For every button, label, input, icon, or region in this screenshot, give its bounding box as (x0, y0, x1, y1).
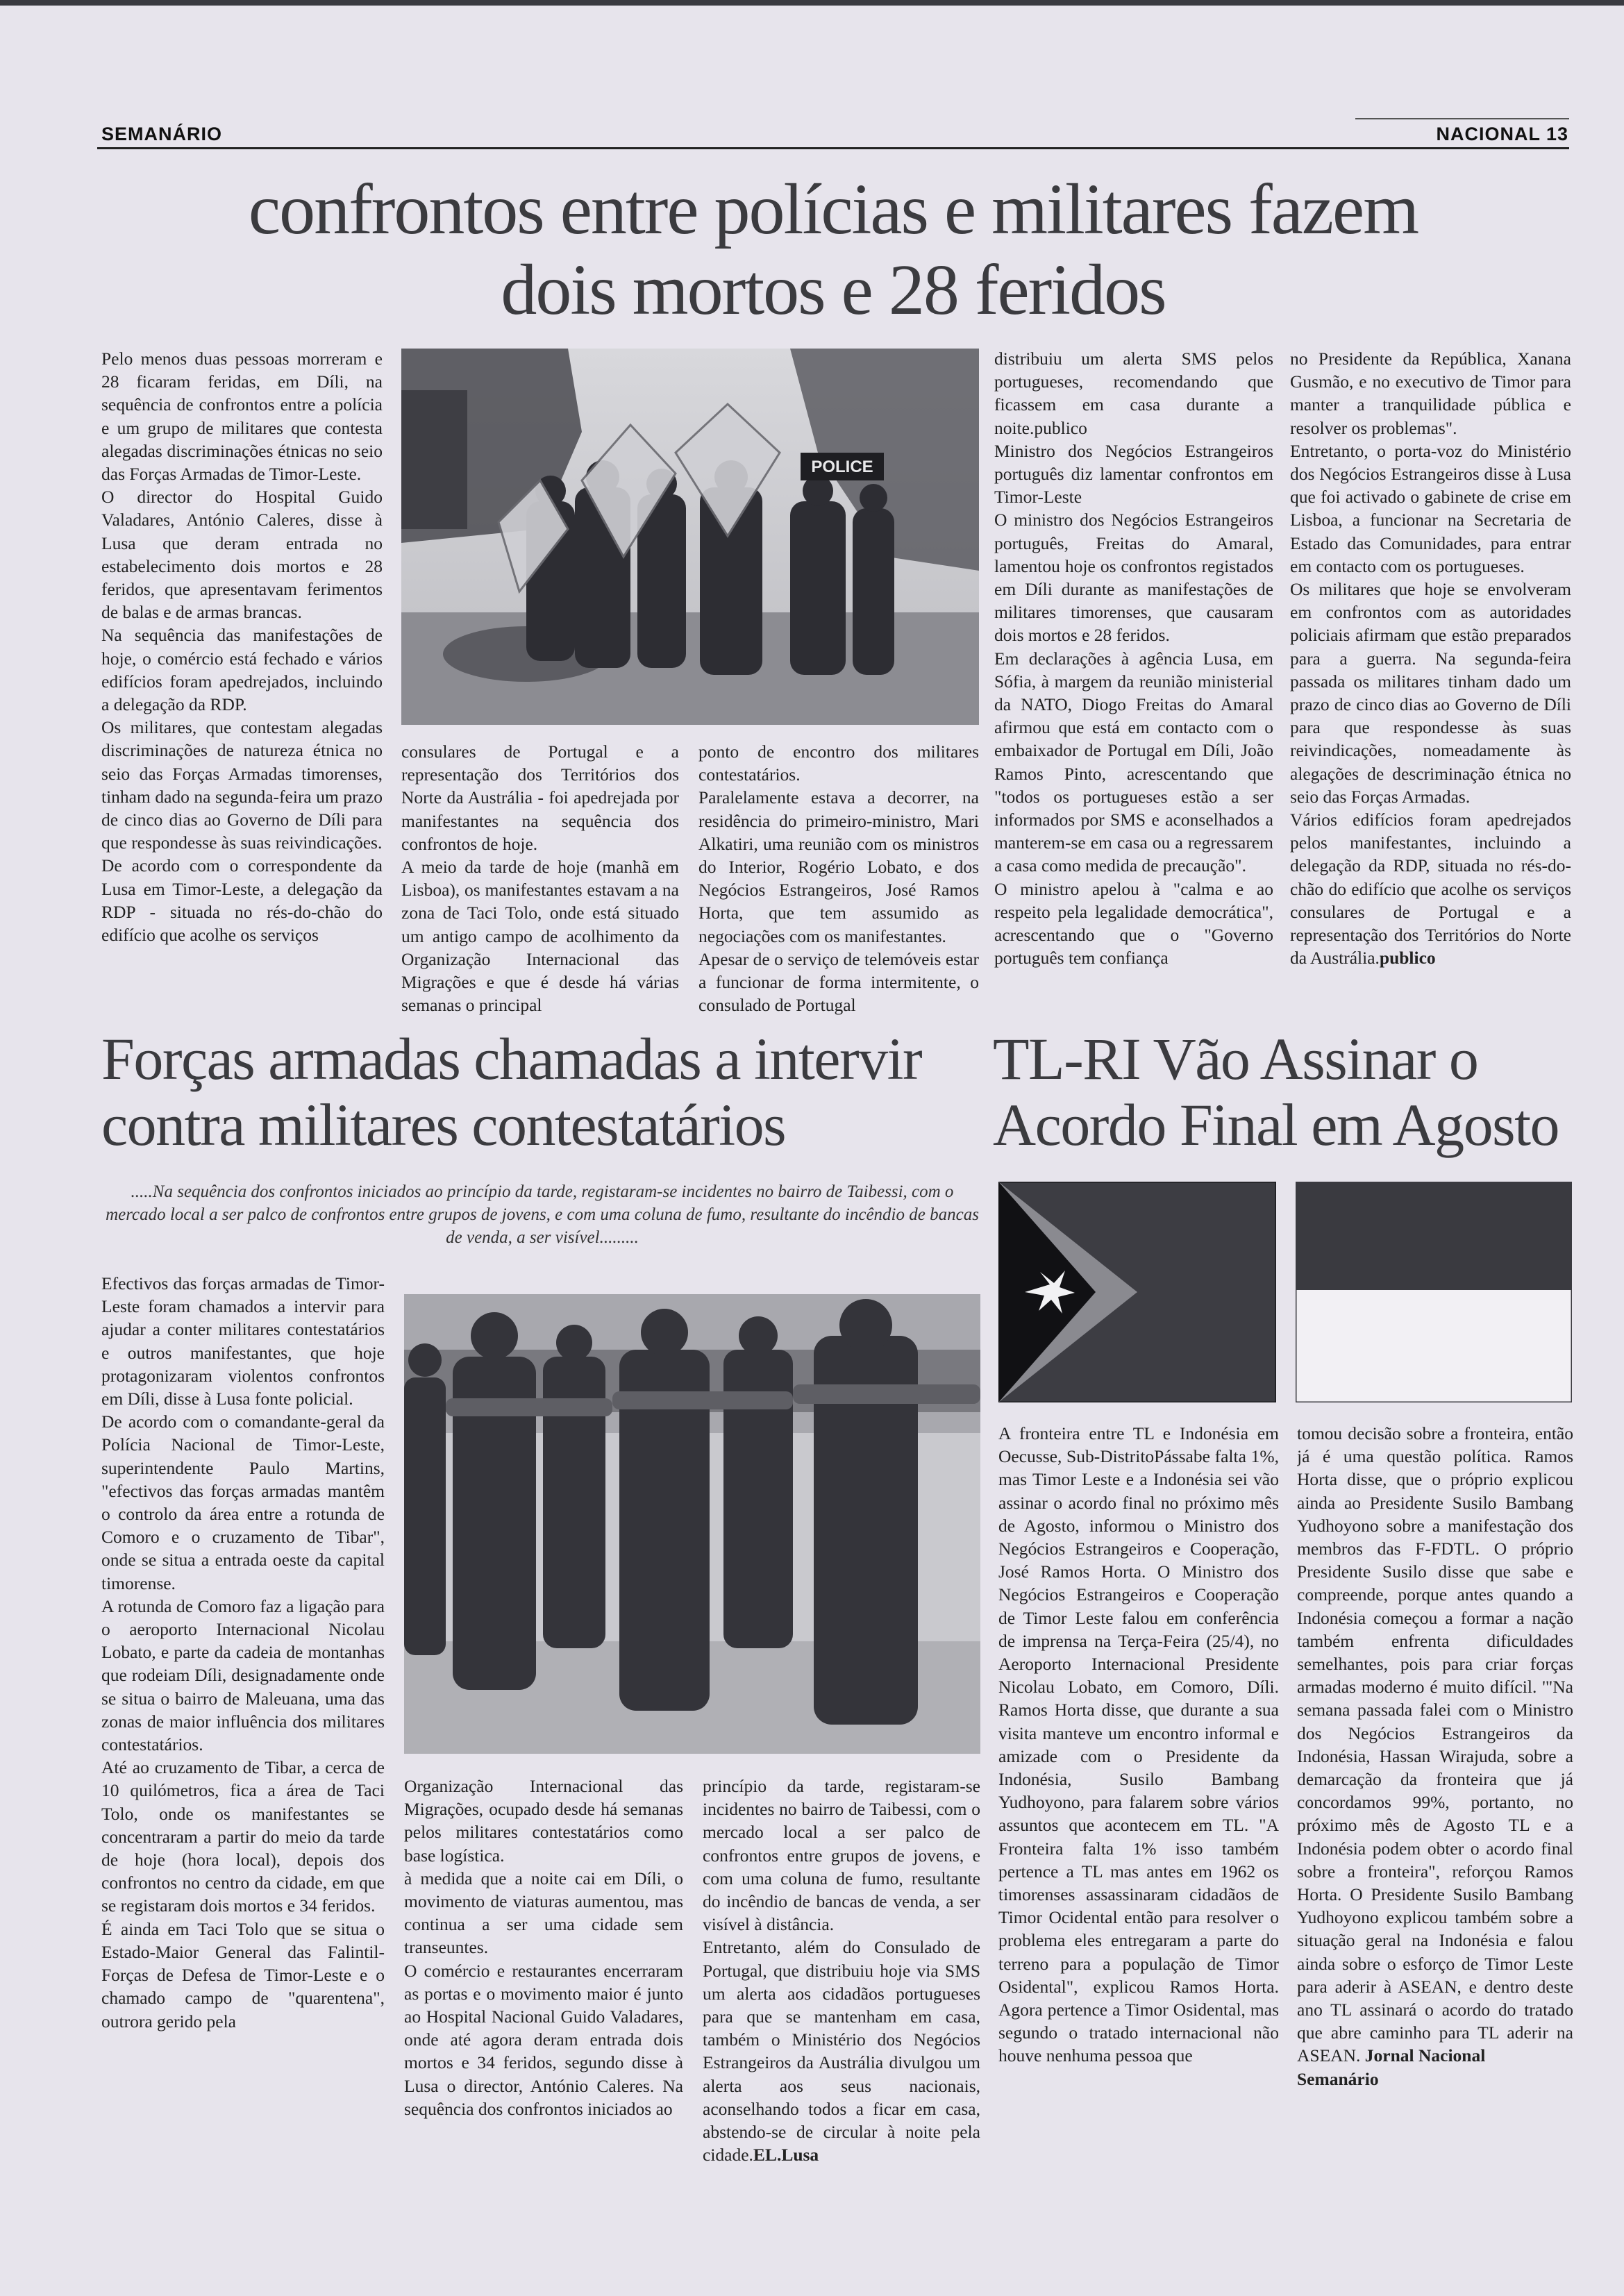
article3-column-2-text: tomou decisão sobre a fronteira, então já é uma questão política. Ramos Horta disse, que o próprio explicou ainda ao Presidente Susilo Bambang Yudhoyono sobre a manifestação dos membros das F-FDTL. O próprio Presidente Susilo disse que sabe e compreende, porque antes quando a Indonésia começou a formar a nação também enfrenta dificuldades semelhantes, pois para criar forças armadas moderno é muito difícil. '"Na semana passada falei com o Ministro dos Negócios Estrangeiros da Indonésia, Hassan Wirajuda, sobre a demarcação da fronteira que já concordamos 99%, portanto, no próximo mês de Agosto TL e a Indonésia podem obter o acordo final sobre a fronteira", reforçou Ramos Horta. O Presidente Susilo Bambang Yudhoyono explicou também sobre a situação geral na Indonésia e falou ainda sobre o esforço de Timor Leste para aderir à ASEAN, e dentro deste ano TL assinará o acordo do tratado que abre caminho para TL aderir na ASEAN. (1297, 1423, 1573, 2066)
article1-column-5 (1290, 347, 1571, 1021)
article1-column-1: Pelo menos duas pessoas morreram e 28 ficaram feridas, em Díli, na sequência de confrontos entre a polícia e um grupo de militares que contesta alegadas discriminações étnicas no seio das Forças Armadas de Timor-Leste. O director do Hospital Guido Valadares, António Caleres, disse à Lusa que deram entrada no estabelecimento dois mortos e 28 feridos, que apresentavam ferimentos de balas e de armas brancas. Na sequência das manifestações de hoje, o comércio está fechado e vários edifícios foram apedrejados, incluindo a delegação da RDP. Os militares, que contestam alegadas discriminações de natureza étnica no seio das Forças Armadas timorenses, tinham dado na segunda-feira um prazo de cinco dias ao Governo de Díli para que respondesse às suas reivindicações. De acordo com o correspondente da Lusa em Timor-Leste, a delegação da RDP - situada no rés-do-chão do edifício que acolhe os serviços (101, 349, 383, 946)
publication-name: SEMANÁRIO (101, 124, 223, 144)
article2-headline-line2: contra militares contestatários (101, 1091, 786, 1158)
article2-signoff: EL.Lusa (753, 2145, 819, 2165)
section-page-label: NACIONAL 13 (1436, 124, 1568, 144)
article2-lede: .....Na sequência dos confrontos iniciados ao princípio da tarde, registaram-se incidentes no bairro de Taibessi, com o mercado local a ser palco de confrontos entre grupos de jovens, e com uma coluna de fumo, resultante do incêndio de bancas de venda, a ser visível......... (106, 1182, 979, 1247)
article1-headline-line2: dois mortos e 28 feridos (501, 250, 1166, 330)
article2-column-2: Organização Internacional das Migrações, ocupado desde há semanas pelos militares contestatários como base logística. à medida que a noite cai em Díli, o movimento de viaturas aumentou, mas continua a ser uma cidade sem transeuntes. O comércio e restaurantes encerraram as portas e o movimento maior é junto ao Hospital Nacional Guido Valadares, onde até agora deram entrada dois mortos e 34 feridos, segundo disse à Lusa o director, António Caleres. Na sequência dos confrontos iniciados ao (404, 1776, 683, 2119)
indonesia-flag (1296, 1182, 1572, 1402)
article1-headline (97, 169, 1569, 330)
article3-headline-line2: Acordo Final em Agosto (993, 1091, 1559, 1158)
article2-column-1: Efectivos das forças armadas de Timor- Leste foram chamados a intervir para ajudar a conter militares contestatários e outros manifestantes, que hoje protagonizaram violentos confrontos em Díli, disse à Lusa fonte policial. De acordo com o comandante-geral da Polícia Nacional de Timor-Leste, superintendente Paulo Martins, "efectivos das forças armadas mantêm o controlo da área entre a rotunda de Comoro e o cruzamento de Tibar", onde se situa a entrada oeste da capital timorense. A rotunda de Comoro faz a ligação para o aeroporto Internacional Nicolau Lobato, e parte da cadeia de montanhas que rodeiam Díli, designadamente onde se situa o bairro de Maleuana, uma das zonas de maior influência dos militares contestatários. Até ao cruzamento de Tibar, a cerca de 10 quilómetros, fica a área de Taci Tolo, onde os manifestantes se concentraram a partir do meio da tarde de hoje (hora local), depois dos confrontos no centro da cidade, em que se registaram dois mortos e 34 feridos. É ainda em Taci Tolo que se situa o Estado-Maior General das Falintil-Forças de Defesa de Timor-Leste e o chamado campo de "quarentena", outrora gerido pela (101, 1273, 385, 2031)
article2-column-3 (703, 1775, 980, 2226)
riot-police-photo (401, 349, 979, 725)
timor-leste-flag (998, 1182, 1276, 1402)
article3-column-2 (1297, 1422, 1573, 2226)
article3-column-1: A fronteira entre TL e Indonésia em Oecusse, Sub-DistritoPássabe falta 1%, mas Timor Leste e a Indonésia sei vão assinar o acordo final no próximo mês de Agosto, informou o Ministro dos Negócios Estrangeiros e Cooperação, José Ramos Horta. O Ministro dos Negócios Estrangeiros e Cooperação de Timor Leste falou em conferência de imprensa na Terça-Feira (25/4), no Aeroporto Internacional Presidente Nicolau Lobato, em Comoro, Díli. Ramos Horta disse, que durante a sua visita manteve um encontro informal e amizade com o Presidente da Indonésia, Susilo Bambang Yudhoyono, para falarem sobre vários assuntos que acontecem em TL. "A Fronteira falta 1% isso também pertence a TL mas antes em 1962 os timorenses assassinaram cidadãos de Timor Ocidental então para resolver o problema eles entregaram a parte do terreno para a população de Timor Osidental", explicou Ramos Horta. Agora pertence a Timor Osidental, mas segundo o tratado internacional não houve nenhuma pessoa que (998, 1423, 1279, 2066)
article1-column-4: distribuiu um alerta SMS pelos portugueses, recomendando que ficassem em casa durante a noite.publico Ministro dos Negócios Estrangeiros português diz lamentar confrontos em Timor-Leste O ministro dos Negócios Estrangeiros português, Freitas do Amaral, lamentou hoje os confrontos registados em Díli durante as manifestações de militares timorenses, que causaram dois mortos e 28 feridos. Em declarações à agência Lusa, em Sófia, à margem da reunião ministerial da NATO, Diogo Freitas do Amaral afirmou que está em contacto com o embaixador de Portugal em Díli, João Ramos Pinto, acrescentando que "todos os portugueses estão a ser informados por SMS e aconselhados a manterem-se em casa ou a regressarem a casa como medida de precaução". O ministro apelou à "calma e ao respeito pela legalidade democrática", acrescentando que o "Governo português tem confiança (994, 349, 1273, 969)
article3-headline (993, 1026, 1576, 1157)
article2-headline (101, 1026, 983, 1157)
article3-signoff-1: Jornal Nacional (1364, 2045, 1486, 2066)
article2-headline-line1: Forças armadas chamadas a intervir (101, 1025, 922, 1092)
article2-column-3-text: princípio da tarde, registaram-se incidentes no bairro de Taibessi, com o mercado local a ser palco de confrontos entre grupos de jovens, e com uma coluna de fumo, resultante do incêndio de bancas de venda, a ser visível à distância. Entretanto, além do Consulado de Portugal, que distribuiu hoje via SMS um alerta aos cidadãos portugueses para que se mantenham em casa, também o Ministério dos Negócios Estrangeiros da Austrália divulgou um alerta aos seus nacionais, aconselhando todos a ficar em casa, abstendo-se de circular à noite pela cidade. (703, 1776, 980, 2165)
article1-headline-line1: confrontos entre polícias e militares fazem (248, 169, 1418, 249)
police-sign-text: POLICE (811, 458, 873, 476)
article3-headline-line1: TL-RI Vão Assinar o (993, 1025, 1478, 1092)
article1-column-3: ponto de encontro dos militares contestatários. Paralelamente estava a decorrer, na residência do primeiro-ministro, Mari Alkatiri, uma reunião com os ministros do Interior, Rogério Lobato, e dos Negócios Estrangeiros, José Ramos Horta, que tem assumido as negociações com os manifestantes. Apesar de o serviço de telemóveis estar a funcionar de forma intermitente, o consulado de Portugal (698, 741, 979, 1016)
article1-column-2: consulares de Portugal e a representação dos Territórios dos Norte da Austrália - foi apedrejada por manifestantes na sequência dos confrontos de hoje. A meio da tarde de hoje (manhã em Lisboa), os manifestantes estavam a na zona de Taci Tolo, onde está situado um antigo campo de acolhimento da Organização Internacional das Migrações e que é desde há várias semanas o principal (401, 741, 679, 1016)
header-rule-short (1355, 118, 1569, 119)
article1-signoff: publico (1379, 948, 1436, 969)
top-edge-rule (0, 0, 1624, 6)
article3-signoff-2: Semanário (1297, 2068, 1379, 2089)
article1-column-5-text: no Presidente da República, Xanana Gusmão, e no executivo de Timor para manter a tranquilidade pública e resolver os problemas". Entretanto, o porta-voz do Ministério dos Negócios Estrangeiros disse à Lusa que foi activado o gabinete de crise em Lisboa, a funcionar na Secretaria de Estado das Comunidades, para entrar em contacto com os portugueses. Os militares que hoje se envolveram em confrontos com as autoridades policiais afirmam que estão preparados para a guerra. Na segunda-feira passada os militares tinham dado um prazo de cinco dias ao Governo de Díli para que respondesse às suas reivindicações, nomeadamente às alegações de descriminação étnica no seio das Forças Armadas. Vários edifícios foram apedrejados pelos manifestantes, incluindo a delegação da RDP, situada no rés-do-chão do edifício que acolhe os serviços consulares de Portugal e a representação dos Territórios do Norte da Austrália. (1290, 349, 1571, 969)
soldiers-photo (404, 1294, 980, 1754)
header-rule (97, 147, 1569, 149)
